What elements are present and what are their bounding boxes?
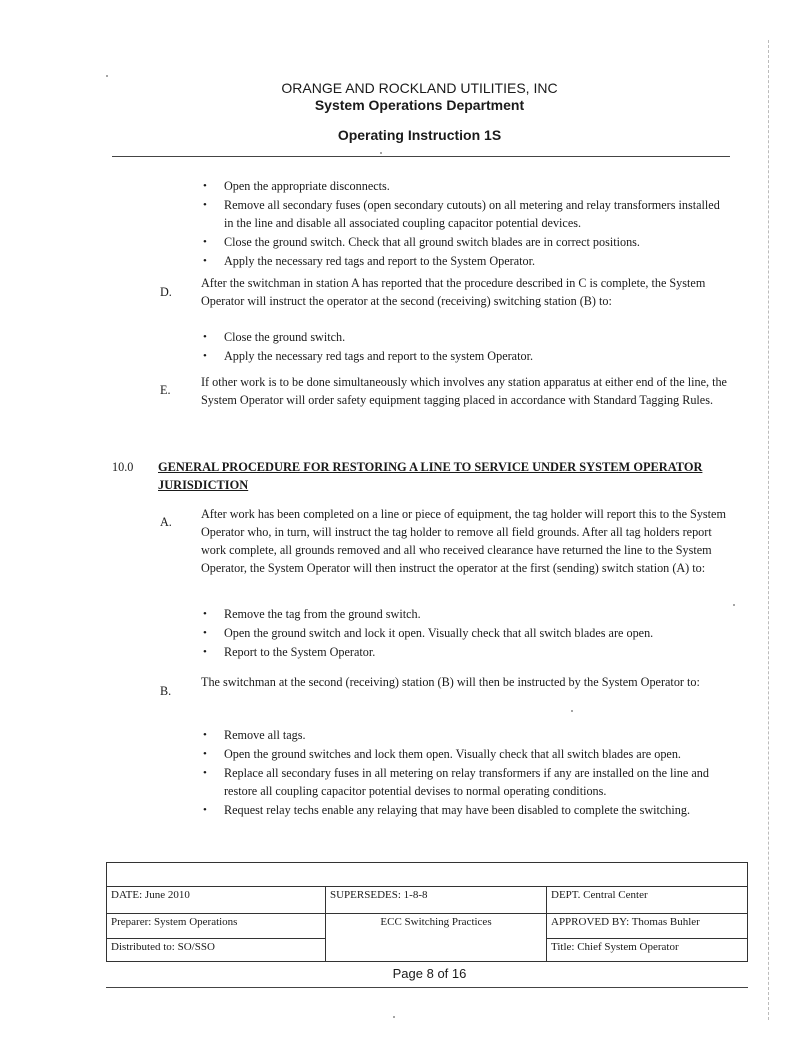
- list-item: • Remove the tag from the ground switch.: [203, 607, 421, 621]
- list-item: • Open the appropriate disconnects.: [203, 179, 390, 193]
- b-bullet-list: [200, 726, 730, 820]
- d-bullet-list: [200, 328, 730, 366]
- list-item: • Open the ground switch and lock it open. Visually check that all switch blades are open.: [203, 626, 654, 640]
- footer-supersedes: SUPERSEDES: 1-8-8: [326, 887, 547, 914]
- scan-speck: [393, 1016, 395, 1018]
- footer-title: Title: Chief System Operator: [547, 939, 748, 962]
- top-bullet-list: [200, 177, 730, 271]
- list-item: • Apply the necessary red tags and report to the System Operator.: [203, 254, 536, 268]
- header-rule: [112, 156, 730, 157]
- company-name: ORANGE AND ROCKLAND UTILITIES, INC: [281, 80, 558, 96]
- list-item: • Apply the necessary red tags and report to the system Operator.: [203, 349, 533, 363]
- list-item: • Remove all secondary fuses (open secondary cutouts) on all metering and relay transformers installed in the line and disable all associated coupling capacitor potential devices.: [203, 198, 720, 230]
- list-item: • Report to the System Operator.: [203, 645, 376, 659]
- scan-speck: [733, 604, 735, 606]
- a-bullet-list: [200, 605, 730, 662]
- scan-speck: [380, 152, 382, 154]
- department-name: System Operations Department: [314, 97, 525, 113]
- footer-dept: DEPT. Central Center: [547, 887, 748, 914]
- footer-preparer: Preparer: System Operations: [107, 914, 326, 939]
- para-e-label: E.: [160, 383, 171, 397]
- section-number: 10.0: [112, 460, 134, 474]
- scan-speck: [106, 75, 108, 77]
- para-b-text: The switchman at the second (receiving) station (B) will then be instructed by the System Operator to:: [201, 675, 700, 689]
- scan-edge: [768, 40, 769, 1020]
- section-title: GENERAL PROCEDURE FOR RESTORING A LINE TO SERVICE UNDER SYSTEM OPERATOR JURISDICTION: [158, 460, 703, 492]
- footer-distributed: Distributed to: SO/SSO: [107, 939, 326, 962]
- footer-date: DATE: June 2010: [107, 887, 326, 914]
- para-b-label: B.: [160, 684, 172, 698]
- page-number: Page 8 of 16: [392, 966, 467, 981]
- list-item: • Remove all tags.: [203, 728, 306, 742]
- para-a-label: A.: [160, 515, 172, 529]
- list-item: • Close the ground switch. Check that all ground switch blades are in correct positions.: [203, 235, 640, 249]
- scan-speck: [571, 710, 573, 712]
- list-item: • Request relay techs enable any relaying that may have been disabled to complete the switching.: [203, 803, 691, 817]
- footer-blank-row: [107, 863, 748, 887]
- para-d-label: D.: [160, 285, 172, 299]
- list-item: • Close the ground switch.: [203, 330, 346, 344]
- para-d-text: After the switchman in station A has reported that the procedure described in C is complete, the System Operator will instruct the operator at the second (receiving) switching station (B) to:: [201, 276, 706, 308]
- list-item: • Open the ground switches and lock them open. Visually check that all switch blades are open.: [203, 747, 681, 761]
- instruction-title: Operating Instruction 1S: [337, 127, 502, 143]
- list-item: • Replace all secondary fuses in all metering on relay transformers if any are installed on the line and restore all coupling capacitor potential devises to normal operating conditions.: [203, 766, 709, 798]
- para-e-text: If other work is to be done simultaneously which involves any station apparatus at either end of the line, the System Operator will order safety equipment tagging placed in accordance with Standard Tagging Rules.: [201, 375, 727, 407]
- footer-table: [106, 862, 748, 962]
- footer-doc-title: ECC Switching Practices: [326, 914, 547, 962]
- para-a-text: After work has been completed on a line or piece of equipment, the tag holder will report this to the System Operator who, in turn, will instruct the tag holder to remove all field grounds. After all tag holders report work complete, all grounds removed and all who received clearance have returned the line to the System Operator, the System Operator will then instruct the operator at the first (sending) switch station (A) to:: [201, 507, 726, 575]
- footer-rule: [106, 987, 748, 988]
- footer-approved: APPROVED BY: Thomas Buhler: [547, 914, 748, 939]
